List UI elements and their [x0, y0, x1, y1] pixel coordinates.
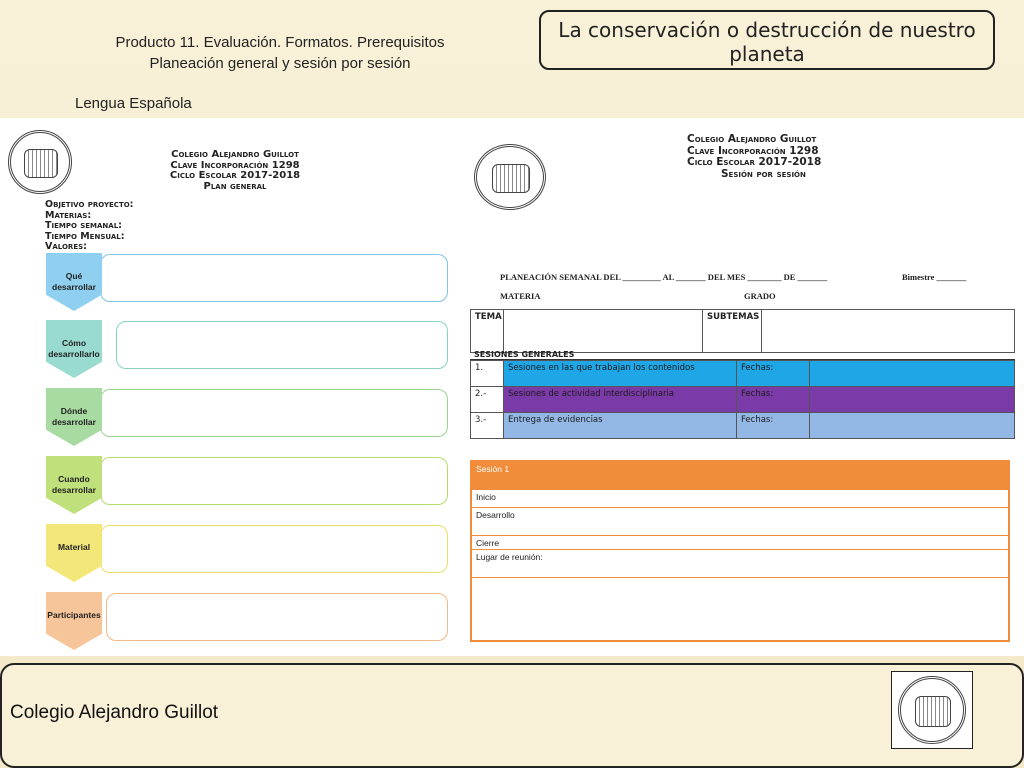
session-row-inicio [472, 490, 1008, 508]
sesion-fechas-value [809, 412, 1015, 439]
school-name: Colegio Alejandro Guillot [171, 149, 299, 160]
session-row-label: Inicio [476, 492, 496, 502]
materia-field: MATERIA [500, 291, 541, 301]
tema-label: TEMA [475, 312, 502, 322]
sesion-number: 2.- [470, 386, 504, 413]
school-seal-logo [8, 130, 72, 194]
subtemas-value-cell [761, 309, 1015, 353]
school-clave: Clave Incorporación 1298 [170, 159, 300, 171]
session-row-label: Cierre [476, 538, 500, 548]
step-content-box [106, 593, 448, 641]
document-type: Plan general [203, 180, 267, 192]
session-row-lugar [472, 550, 1008, 578]
chevron-shape [46, 592, 102, 650]
slide-header [60, 32, 500, 74]
school-clave: Clave Incorporación 1298 [687, 144, 819, 157]
sesion-description: Sesiones de actividad interdisciplinaria [503, 386, 737, 413]
field-materias: Materias: [45, 209, 92, 221]
header-line-2: Planeación general y sesión por sesión [149, 55, 411, 72]
school-seal-logo [898, 676, 966, 744]
step-chevron [46, 524, 102, 582]
field-tiempo-mensual: Tiempo Mensual: [45, 230, 125, 242]
sesion-fechas-label: Fechas: [736, 412, 810, 439]
field-objetivo: Objetivo proyecto: [45, 199, 134, 210]
step-content-box [100, 525, 448, 573]
title-line-1: La conservación o destrucción de nuestro [558, 18, 976, 42]
sesion-fechas-label: Fechas: [736, 360, 810, 387]
grado-field: GRADO [744, 291, 776, 301]
session-row-label: Desarrollo [476, 510, 515, 520]
tema-value-cell [503, 309, 703, 353]
sesion-number: 3.- [470, 412, 504, 439]
sesion-description: Sesiones en las que trabajan los contenidos [503, 360, 737, 387]
school-cycle: Ciclo Escolar 2017-2018 [687, 156, 822, 168]
session-row-cierre [472, 536, 1008, 550]
bimestre-field: Bimestre _______ [902, 272, 967, 282]
title-line-2: planeta [729, 42, 805, 66]
field-tiempo-semanal: Tiempo semanal: [45, 220, 122, 231]
step-label: Dónde desarrollar [52, 406, 96, 427]
subtemas-cell [702, 309, 762, 353]
sesion-fechas-label: Fechas: [736, 386, 810, 413]
sesion-description: Entrega de evidencias [503, 412, 737, 439]
step-chevron [46, 456, 102, 514]
step-label: Participantes [47, 610, 101, 620]
planeacion-line: PLANEACIÓN SEMANAL DEL _________ AL _______ DEL MES ________ DE _______ [500, 272, 828, 282]
session-row-label: Lugar de reunión: [476, 552, 543, 562]
sesiones-generales-title: SESIONES GENERALES [474, 350, 575, 359]
sesion-por-sesion-document [462, 118, 1024, 656]
document-type: Sesión por sesión [721, 167, 806, 180]
sesion-fechas-value [809, 360, 1015, 387]
session-header [470, 460, 1010, 490]
plan-general-document [0, 118, 463, 656]
subject-label: Lengua Española [75, 95, 192, 112]
step-content-box [100, 254, 448, 302]
tema-cell [470, 309, 504, 353]
subtemas-label: SUBTEMAS [707, 312, 760, 322]
slide-title-box [539, 10, 995, 70]
step-label: Material [57, 542, 91, 552]
field-valores: Valores: [45, 241, 87, 252]
step-content-box [116, 321, 448, 369]
sesion-header [687, 134, 857, 180]
step-label: Cómo desarrollarlo [48, 338, 100, 359]
school-name: Colegio Alejandro Guillot [687, 133, 817, 145]
header-line-1: Producto 11. Evaluación. Formatos. Prerequisitos [115, 34, 445, 51]
step-chevron [46, 592, 102, 650]
step-chevron [46, 320, 102, 378]
session-row-desarrollo [472, 508, 1008, 536]
step-content-box [100, 457, 448, 505]
school-seal-logo [474, 144, 546, 210]
footer-logo-frame [891, 671, 973, 749]
step-chevron [46, 253, 102, 311]
step-chevron [46, 388, 102, 446]
footer-school-name: Colegio Alejandro Guillot [10, 702, 219, 723]
session-title: Sesión 1 [476, 464, 510, 474]
sesion-number: 1. [470, 360, 504, 387]
step-label: Cuando desarrollar [52, 474, 96, 495]
plan-general-header [140, 150, 330, 192]
step-label: Qué desarrollar [52, 271, 96, 292]
step-content-box [100, 389, 448, 437]
chevron-shape [46, 524, 102, 582]
sesion-fechas-value [809, 386, 1015, 413]
school-cycle: Ciclo Escolar 2017-2018 [169, 170, 301, 181]
plan-fields [45, 200, 133, 253]
